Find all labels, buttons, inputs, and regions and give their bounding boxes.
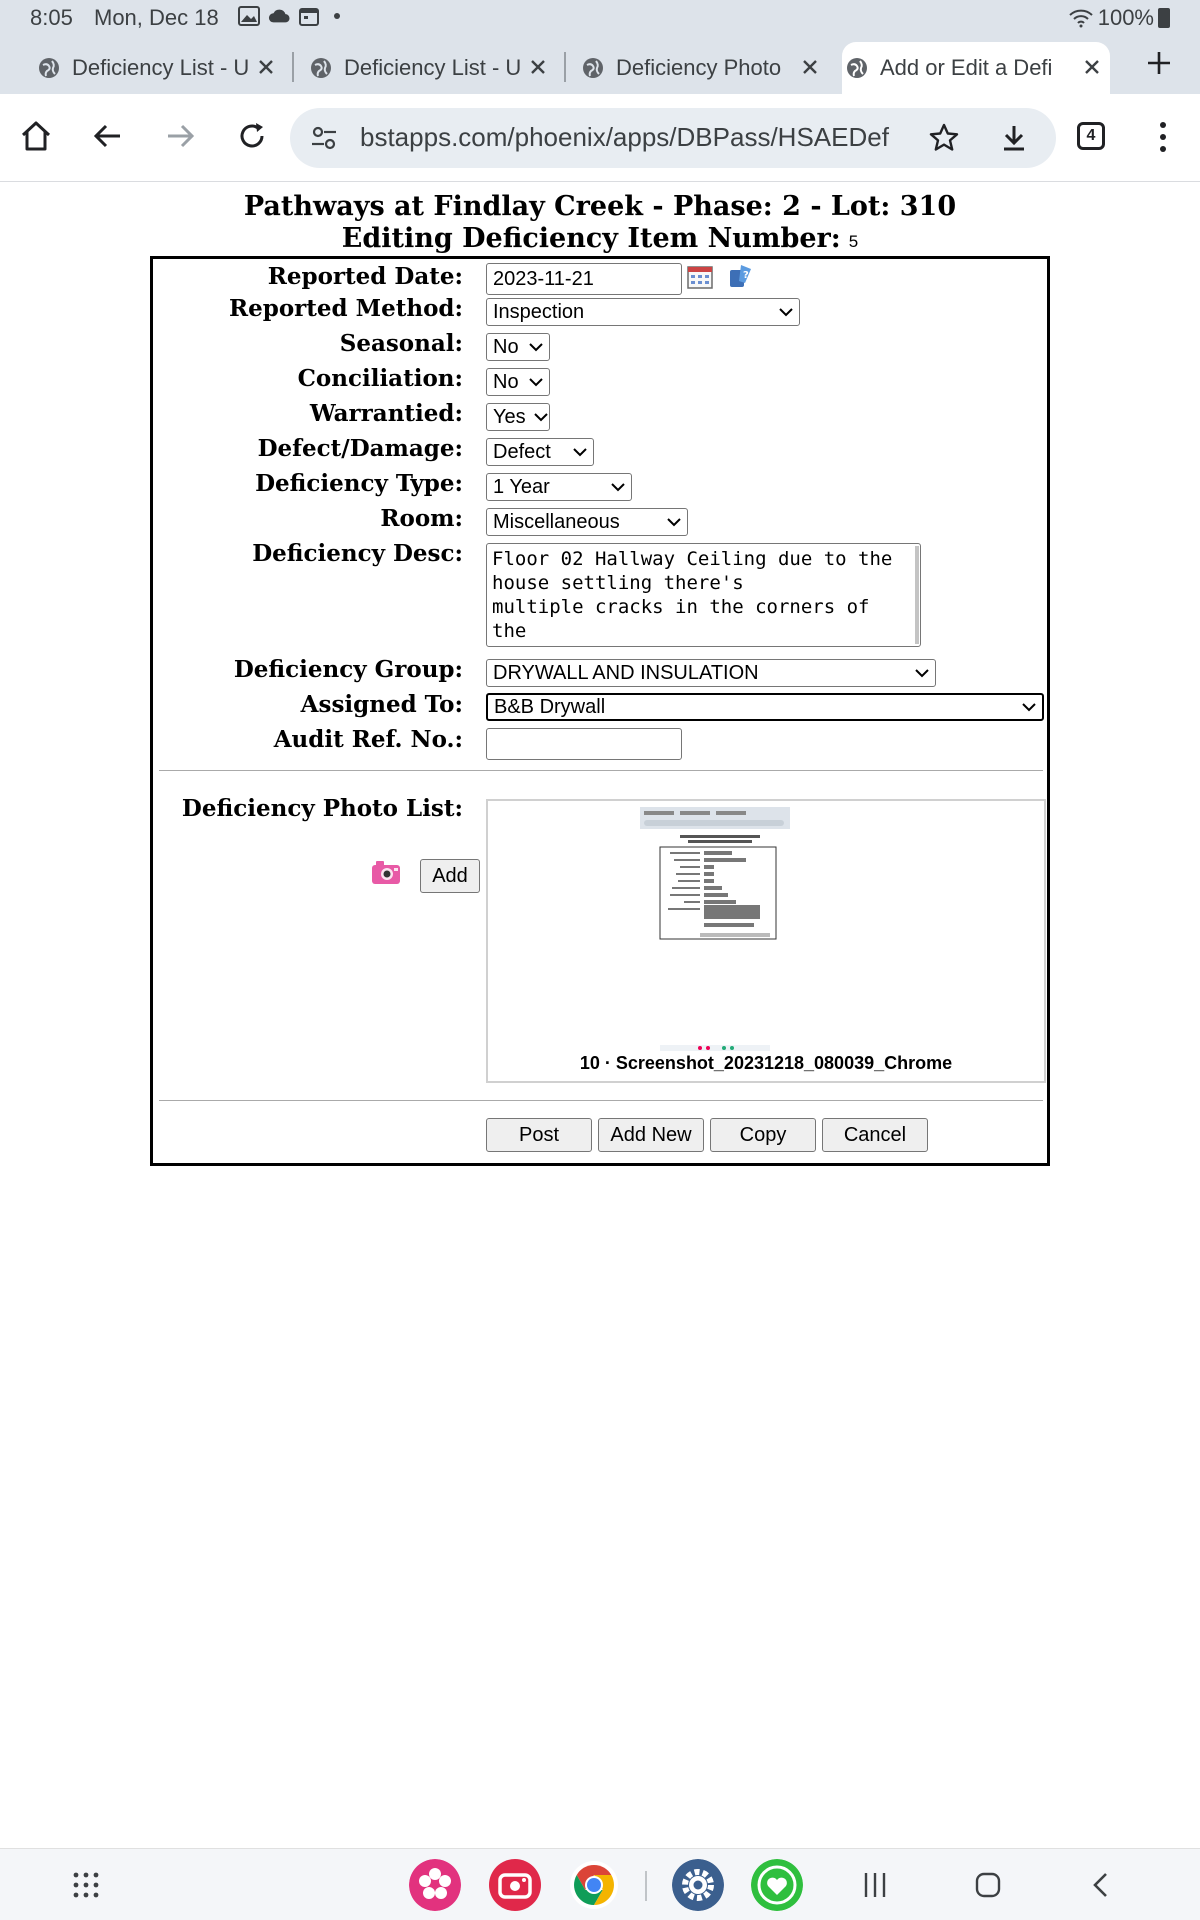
deficiency-desc-label: Deficiency Desc: <box>252 540 463 567</box>
chevron-down-icon <box>667 517 681 527</box>
app-drawer-icon[interactable] <box>72 1871 100 1899</box>
more-notifications-dot <box>334 13 340 19</box>
notification-icons <box>238 6 340 26</box>
deficiency-group-label: Deficiency Group: <box>233 656 463 683</box>
deficiency-group-value: DRYWALL AND INSULATION <box>493 661 759 684</box>
room-value: Miscellaneous <box>493 510 620 533</box>
page-title: Pathways at Findlay Creek - Phase: 2 - Lot: 310 <box>243 191 957 222</box>
web-page <box>0 183 1200 1848</box>
system-nav-bar <box>0 1848 1200 1920</box>
room-select[interactable] <box>486 508 688 536</box>
status-time: 8:05 <box>30 5 73 30</box>
deficiency-desc-textarea[interactable] <box>486 543 921 647</box>
browser-toolbar <box>0 94 1200 182</box>
deficiency-type-select[interactable] <box>486 473 632 501</box>
chevron-down-icon <box>1022 702 1036 712</box>
close-tab-icon[interactable] <box>254 55 278 79</box>
tab-separator <box>292 52 294 82</box>
status-date: Mon, Dec 18 <box>94 5 219 30</box>
globe-icon <box>310 57 332 79</box>
battery-percent: 100% <box>1097 5 1154 30</box>
calendar-notification-icon <box>298 6 320 26</box>
desc-line: Floor 02 Hallway Ceiling due to the <box>492 548 893 570</box>
recent-apps-icon[interactable] <box>862 1871 888 1899</box>
tab-deficiency-list-1[interactable] <box>34 42 284 94</box>
audit-ref-input[interactable] <box>486 728 682 760</box>
chevron-down-icon <box>779 307 793 317</box>
deficiency-group-select[interactable] <box>486 659 936 687</box>
section-divider <box>159 770 1043 771</box>
calendar-icon[interactable] <box>687 265 713 289</box>
cancel-button[interactable]: Cancel <box>822 1118 928 1152</box>
globe-icon <box>38 57 60 79</box>
warrantied-label: Warrantied: <box>309 400 463 427</box>
photo-thumbnail[interactable] <box>640 807 790 1055</box>
help-book-icon[interactable] <box>727 263 753 289</box>
tab-title: Deficiency List - U <box>344 55 522 80</box>
reported-method-value: Inspection <box>493 300 585 323</box>
forward-arrow-icon[interactable] <box>162 118 198 154</box>
cloud-icon <box>268 6 290 26</box>
chevron-down-icon <box>573 447 587 457</box>
download-icon[interactable] <box>998 122 1030 154</box>
chevron-down-icon <box>611 482 625 492</box>
photo-caption: 10 · Screenshot_20231218_080039_Chrome <box>579 1053 953 1073</box>
dock-separator <box>645 1871 647 1901</box>
reported-method-label: Reported Method: <box>229 295 463 322</box>
warrantied-select[interactable] <box>486 403 550 431</box>
seasonal-value: No <box>493 335 519 358</box>
site-settings-icon[interactable] <box>310 124 338 152</box>
chevron-down-icon <box>534 412 548 422</box>
gallery-icon <box>238 6 260 26</box>
close-tab-icon[interactable] <box>1080 55 1104 79</box>
chevron-down-icon <box>529 377 543 387</box>
wifi-icon <box>1068 8 1094 28</box>
new-tab-icon[interactable] <box>1144 48 1174 78</box>
page-subtitle <box>0 223 1200 254</box>
more-menu-icon[interactable] <box>1156 120 1170 154</box>
tab-title: Deficiency List - U <box>72 55 250 80</box>
home-button-icon[interactable] <box>974 1871 1002 1899</box>
reported-method-select[interactable] <box>486 298 800 326</box>
defect-damage-label: Defect/Damage: <box>257 435 463 462</box>
svg-text:?: ? <box>743 270 749 281</box>
defect-damage-select[interactable] <box>486 438 594 466</box>
url-text: bstapps.com/phoenix/apps/DBPass/HSAEDef <box>360 122 889 152</box>
flower-app-icon[interactable] <box>409 1859 461 1911</box>
tab-separator <box>564 52 566 82</box>
back-button-icon[interactable] <box>1090 1871 1112 1899</box>
address-bar[interactable] <box>290 108 1056 168</box>
health-app-icon[interactable] <box>751 1859 803 1911</box>
conciliation-select[interactable] <box>486 368 550 396</box>
globe-icon <box>582 57 604 79</box>
chevron-down-icon <box>915 668 929 678</box>
warrantied-value: Yes <box>493 405 526 428</box>
conciliation-value: No <box>493 370 519 393</box>
assigned-to-label: Assigned To: <box>300 691 463 718</box>
textarea-scrollbar[interactable] <box>915 546 919 644</box>
assigned-to-select[interactable] <box>486 693 1044 721</box>
battery-icon <box>1158 8 1170 28</box>
deficiency-type-value: 1 Year <box>493 475 550 498</box>
tab-title: Add or Edit a Defi <box>880 55 1053 80</box>
deficiency-type-label: Deficiency Type: <box>255 470 463 497</box>
room-label: Room: <box>380 505 463 532</box>
status-bar <box>0 0 1200 36</box>
reported-date-input[interactable]: 2023-11-21 <box>486 263 682 295</box>
assigned-to-value: B&B Drywall <box>494 695 606 718</box>
tab-switcher-button[interactable]: 4 <box>1077 122 1105 150</box>
bookmark-star-icon[interactable] <box>928 122 960 154</box>
photo-list-label: Deficiency Photo List: <box>181 795 463 822</box>
conciliation-label: Conciliation: <box>297 365 463 392</box>
tab-deficiency-list-2[interactable] <box>306 42 556 94</box>
photo-list-panel <box>486 799 1046 1083</box>
home-icon[interactable] <box>18 118 54 154</box>
settings-app-icon[interactable] <box>672 1859 724 1911</box>
close-tab-icon[interactable] <box>526 55 550 79</box>
add-new-button[interactable]: Add New <box>598 1118 704 1152</box>
desc-line: house settling there's <box>492 572 744 594</box>
back-arrow-icon[interactable] <box>90 118 126 154</box>
desc-line: the <box>492 620 527 642</box>
subtitle-text: Editing Deficiency Item Number: <box>341 223 841 254</box>
section-divider <box>159 1100 1043 1101</box>
desc-line: multiple cracks in the corners of <box>492 596 870 618</box>
seasonal-select[interactable] <box>486 333 550 361</box>
camera-icon[interactable] <box>371 859 401 885</box>
reported-date-label: Reported Date: <box>267 263 463 290</box>
tab-title: Deficiency Photo <box>616 55 782 80</box>
close-tab-icon[interactable] <box>798 55 822 79</box>
tab-strip <box>0 36 1200 94</box>
camera-app-icon[interactable] <box>489 1859 541 1911</box>
chevron-down-icon <box>529 342 543 352</box>
item-number: 5 <box>848 232 859 251</box>
tab-deficiency-photo[interactable] <box>578 42 828 94</box>
reload-icon[interactable] <box>234 118 270 154</box>
deficiency-form <box>150 256 1050 1166</box>
tab-add-edit-deficiency[interactable] <box>842 42 1110 94</box>
defect-damage-value: Defect <box>493 440 551 463</box>
copy-button[interactable]: Copy <box>710 1118 816 1152</box>
post-button[interactable]: Post <box>486 1118 592 1152</box>
add-photo-button[interactable]: Add <box>420 859 480 893</box>
status-right <box>1068 5 1170 31</box>
seasonal-label: Seasonal: <box>339 330 463 357</box>
globe-icon <box>846 57 868 79</box>
audit-ref-label: Audit Ref. No.: <box>273 726 463 753</box>
chrome-app-icon[interactable] <box>568 1859 620 1911</box>
